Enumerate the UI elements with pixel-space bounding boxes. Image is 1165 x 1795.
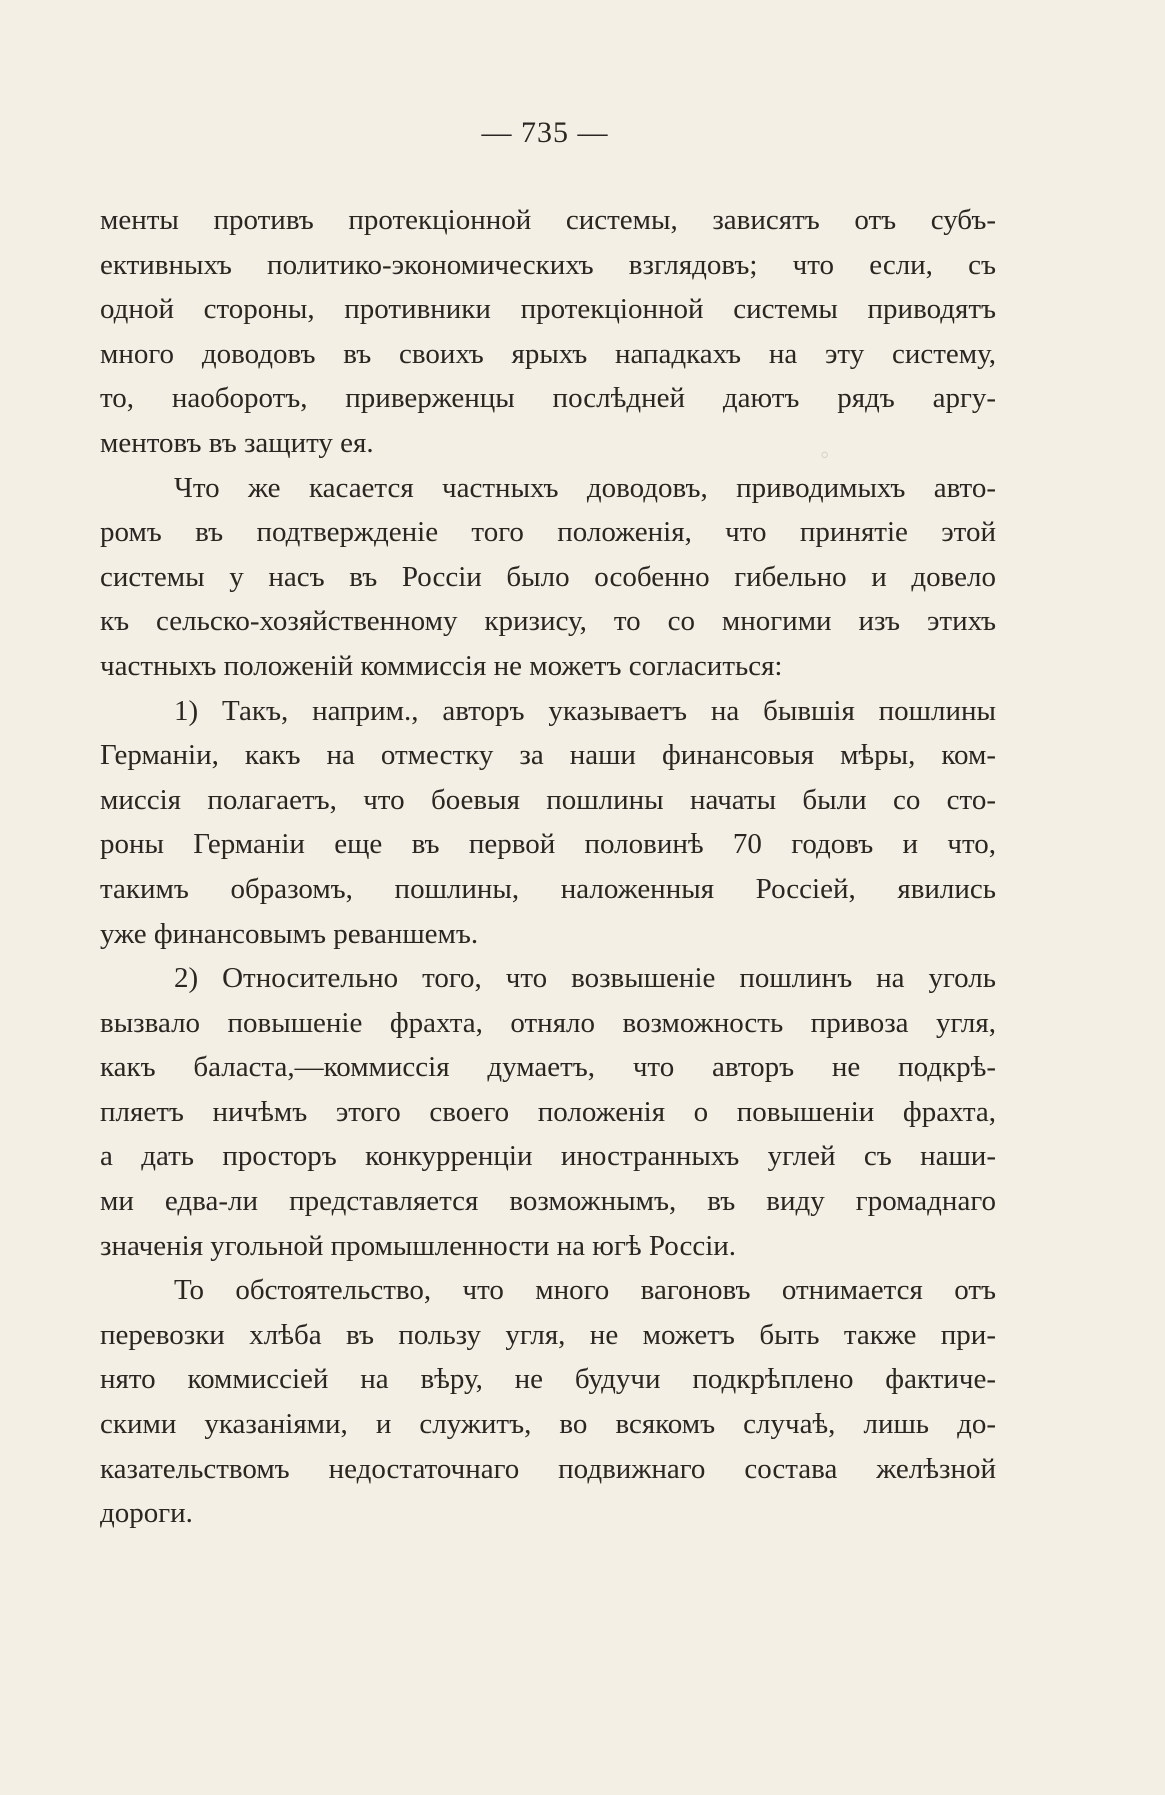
text-line: то, наоборотъ, приверженцы послѣдней даютъ рядъ аргу- <box>100 382 996 415</box>
text-line: Германіи, какъ на отместку за наши финансовыя мѣры, ком- <box>100 739 996 772</box>
text-line: 1) Такъ, наприм., авторъ указываетъ на бывшія пошлины <box>174 694 996 727</box>
text-line: перевозки хлѣба въ пользу угля, не можетъ быть также при- <box>100 1318 996 1351</box>
text-line: нято коммиссіей на вѣру, не будучи подкрѣплено фактиче- <box>100 1363 996 1396</box>
text-line: роны Германіи еще въ первой половинѣ 70 годовъ и что, <box>100 828 996 861</box>
text-line: казательствомъ недостаточнаго подвижнаго состава желѣзной <box>100 1452 996 1485</box>
text-line: одной стороны, противники протекціонной системы приводятъ <box>100 293 996 326</box>
text-line: а дать просторъ конкурренціи иностранныхъ углей съ наши- <box>100 1140 996 1173</box>
text-line: скими указаніями, и служитъ, во всякомъ случаѣ, лишь до- <box>100 1408 996 1441</box>
text-line: системы у насъ въ Россіи было особенно гибельно и довело <box>100 560 996 593</box>
text-line: ми едва-ли представляется возможнымъ, въ виду громаднаго <box>100 1185 996 1218</box>
text-line: значенія угольной промышленности на югѣ Россіи. <box>100 1229 737 1262</box>
text-line: миссія полагаетъ, что боевыя пошлины начаты были со сто- <box>100 783 996 816</box>
text-line: къ сельско-хозяйственному кризису, то со многими изъ этихъ <box>100 605 996 638</box>
text-line: пляетъ ничѣмъ этого своего положенія о повышеніи фрахта, <box>100 1095 996 1128</box>
text-line: частныхъ положеній коммиссія не можетъ согласиться: <box>100 649 783 682</box>
text-line: уже финансовымъ реваншемъ. <box>100 917 479 950</box>
text-line: вызвало повышеніе фрахта, отняло возможность привоза угля, <box>100 1006 996 1039</box>
text-line: ромъ въ подтвержденіе того положенія, что принятіе этой <box>100 516 996 549</box>
text-line: какъ баласта,—коммиссія думаетъ, что авторъ не подкрѣ- <box>100 1051 996 1084</box>
text-line: такимъ образомъ, пошлины, наложенныя Россіей, явились <box>100 872 996 905</box>
body-text <box>100 198 996 1536</box>
page-number: — 735 — <box>481 116 609 149</box>
text-line: много доводовъ въ своихъ ярыхъ нападкахъ на эту систему, <box>100 337 996 370</box>
text-line: Что же касается частныхъ доводовъ, приводимыхъ авто- <box>174 471 996 504</box>
text-line: То обстоятельство, что много вагоновъ отнимается отъ <box>174 1274 996 1307</box>
bleed-through-mark: ◦ <box>820 440 830 469</box>
text-line: 2) Относительно того, что возвышеніе пошлинъ на уголь <box>174 962 996 995</box>
text-line: менты противъ протекціонной системы, зависятъ отъ субъ- <box>100 204 996 236</box>
text-line: ективныхъ политико-экономическихъ взглядовъ; что если, съ <box>100 248 996 281</box>
text-line: ментовъ въ защиту ея. <box>100 426 374 459</box>
text-line: дороги. <box>100 1497 193 1530</box>
